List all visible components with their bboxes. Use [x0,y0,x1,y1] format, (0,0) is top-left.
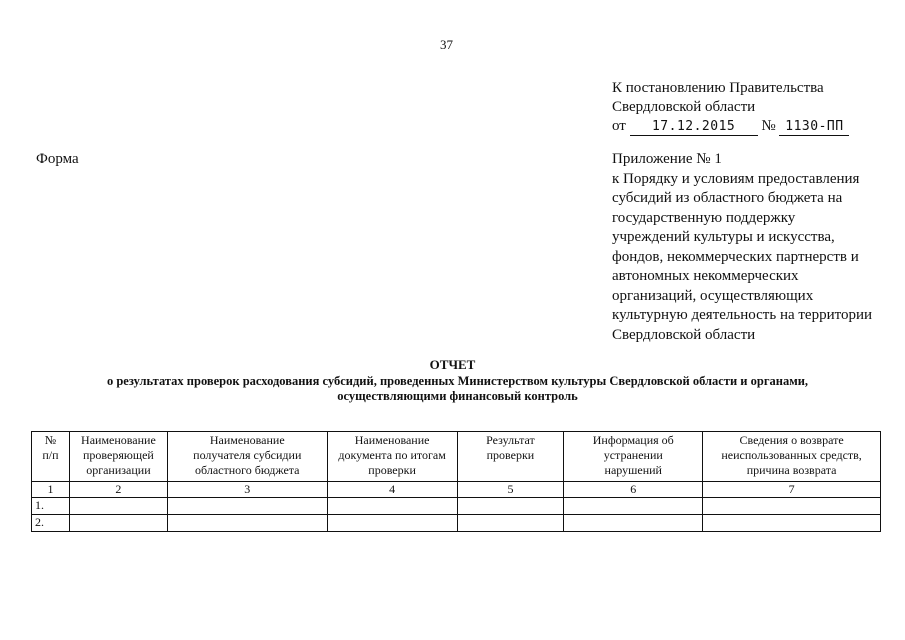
report-subtitle-line-1: о результатах проверок расходования субсидий, проведенных Министерством культуры Свердловской области и органами, [106,374,809,388]
appendix-line: автономных некоммерческих [612,268,799,284]
report-title: ОТЧЕТ [429,357,476,372]
appendix-line: культурную деятельность на территории [612,307,873,323]
column-number: 2 [69,482,167,498]
table-cell [167,515,327,532]
report-subtitle [60,374,855,404]
decree-number: 1130-ПП [779,119,849,136]
appendix-line: Приложение № 1 [612,151,722,167]
column-number: 4 [327,482,457,498]
table-cell [457,498,564,515]
column-header-subsidy-recipient: Наименование получателя субсидии областного бюджета [167,432,327,482]
table-cell [564,515,703,532]
column-number: 7 [703,482,881,498]
report-subtitle-line-2: осуществляющими финансовый контроль [337,389,578,403]
table-row [32,498,881,515]
column-number: 6 [564,482,703,498]
appendix-line: Свердловской области [612,326,756,343]
table-cell [167,498,327,515]
decree-line-2: Свердловской области [612,99,756,115]
column-number: 5 [457,482,564,498]
page-number: 37 [440,37,453,52]
decree-date: 17.12.2015 [630,119,758,136]
table-row [32,515,881,532]
table-cell [69,515,167,532]
appendix-line: фондов, некоммерческих партнерств и [612,248,859,265]
appendix-line: государственную поддержку [612,209,796,226]
decree-line-1: К постановлению Правительства [612,80,824,96]
column-header-inspecting-organization: Наименование проверяющей организации [69,432,167,482]
decree-reference [612,79,849,136]
table-cell: 1. [32,498,70,515]
table-cell [564,498,703,515]
form-label: Форма [36,151,79,167]
appendix-line: учреждений культуры и искусства, [612,229,835,245]
decree-date-number-line [612,117,849,136]
column-number: 3 [167,482,327,498]
appendix-line: к Порядку и условиям предоставления [612,170,860,187]
column-number: 1 [32,482,70,498]
appendix-line: организаций, осуществляющих [612,287,814,304]
decree-from-label: от [612,118,626,134]
table-cell: 2. [32,515,70,532]
table-cell [327,498,457,515]
table-cell [457,515,564,532]
column-header-index: № п/п [32,432,70,482]
table-header-row [32,432,881,482]
table-cell [703,498,881,515]
column-header-funds-return: Сведения о возврате неиспользованных средств, причина возврата [703,432,881,482]
table-cell [69,498,167,515]
decree-number-label: № [761,118,776,134]
report-table [31,431,881,532]
table-cell [703,515,881,532]
appendix-line: субсидий из областного бюджета на [612,190,843,206]
table-cell [327,515,457,532]
column-header-inspection-result: Результат проверки [457,432,564,482]
column-header-violations-fixed: Информация об устранении нарушений [564,432,703,482]
appendix-reference [612,150,892,345]
column-number-row [32,482,881,498]
column-header-inspection-document: Наименование документа по итогам проверки [327,432,457,482]
